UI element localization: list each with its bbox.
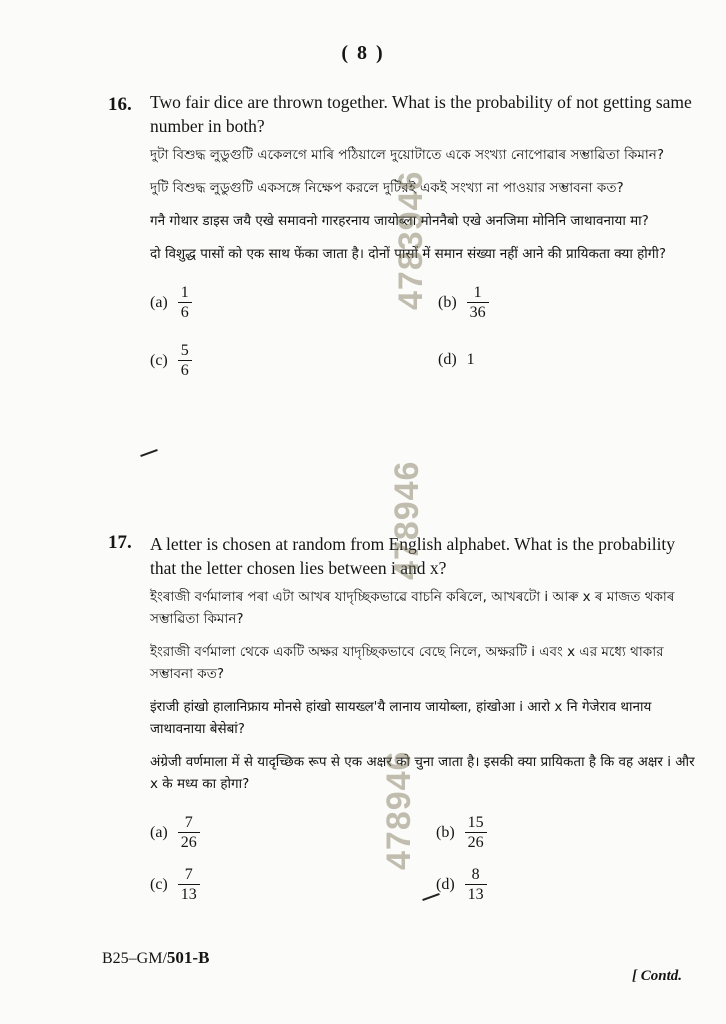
option-label: (c) — [150, 875, 168, 893]
fraction — [465, 865, 487, 904]
question-number: 17. — [108, 532, 132, 553]
numerator: 8 — [471, 866, 480, 883]
option-label: (b) — [436, 823, 455, 841]
option-c — [150, 865, 200, 904]
paper-code-bold: 501-B — [166, 948, 210, 967]
question-bodo: गनै गोथार डाइस जयै एखे समावनो गारहरनाय जायोब्ला मोननैबो एखे अनजिमा मोनिनि जाथावनाया मा? — [150, 213, 649, 229]
denominator: 13 — [178, 884, 200, 904]
option-label: (b) — [438, 293, 457, 311]
numerator: 1 — [180, 284, 189, 301]
option-a — [150, 813, 200, 852]
option-b — [436, 813, 487, 852]
option-label: (a) — [150, 823, 168, 841]
fraction — [178, 813, 200, 852]
continued-label: [ Contd. — [632, 968, 683, 984]
options — [150, 813, 698, 933]
numerator: 1 — [473, 284, 482, 301]
question-hindi: अंग्रेजी वर्णमाला में से यादृच्छिक रूप से एक अक्षर को चुना जाता है। इसकी क्या प्रायिकता है कि वह अक्षर i और x के मध्य का होगा? — [150, 754, 695, 792]
watermark: 478946 — [380, 750, 418, 870]
option-b — [438, 283, 489, 322]
option-d — [436, 865, 487, 904]
fraction — [178, 341, 192, 380]
option-label: (d) — [436, 875, 455, 893]
option-a — [150, 283, 192, 322]
question-number: 16. — [108, 94, 132, 115]
option-d — [438, 351, 475, 369]
denominator: 6 — [178, 302, 192, 322]
question-english: Two fair dice are thrown together. What is the probability of not getting same number in both? — [150, 92, 692, 136]
option-label: (a) — [150, 293, 168, 311]
option-label: (d) — [438, 351, 457, 368]
option-label: (c) — [150, 351, 168, 369]
fraction — [178, 865, 200, 904]
fraction — [467, 283, 489, 322]
fraction — [178, 283, 192, 322]
question-hindi: दो विशुद्ध पासों को एक साथ फेंका जाता है। दोनों पासों में समान संख्या नहीं आने की प्रायिकता क्या होगी? — [150, 246, 667, 262]
question-assamese: ইংৰাজী বৰ্ণমালাৰ পৰা এটা আখৰ যাদৃচ্ছিকভাৱে বাচনি কৰিলে, আখৰটো i আৰু x ৰ মাজত থকাৰ সম্ভাৱিতা কিমান? — [150, 589, 675, 627]
denominator: 36 — [467, 302, 489, 322]
denominator: 6 — [178, 360, 192, 380]
fraction — [465, 813, 487, 852]
watermark: 478946 — [388, 460, 426, 580]
paper-code — [102, 948, 209, 968]
question-bengali: ইংরাজী বর্ণমালা থেকে একটি অক্ষর যাদৃচ্ছিকভাবে বেছে নিলে, অক্ষরটি i এবং x এর মধ্যে থাকার সম্ভাবনা কত? — [150, 644, 664, 682]
numerator: 7 — [184, 814, 193, 831]
denominator: 13 — [465, 884, 487, 904]
numerator: 7 — [184, 866, 193, 883]
option-value: 1 — [466, 351, 475, 368]
paper-code-prefix: B25–GM/ — [102, 950, 167, 967]
question-17 — [108, 532, 698, 933]
denominator: 26 — [465, 832, 487, 852]
pen-mark — [140, 449, 158, 457]
denominator: 26 — [178, 832, 200, 852]
question-english: A letter is chosen at random from English alphabet. What is the probability that the letter chosen lies between i and x? — [150, 534, 676, 578]
question-assamese: দুটা বিশুদ্ধ লুডুগুটি একেলগে মাৰি পঠিয়ালে দুয়োটাতে একে সংখ্যা নোপোৱাৰ সম্ভাৱিতা কিমান? — [150, 147, 664, 163]
question-bengali: দুটি বিশুদ্ধ লুডুগুটি একসঙ্গে নিক্ষেপ করলে দুটিরই একই সংখ্যা না পাওয়ার সম্ভাবনা কত? — [150, 180, 624, 196]
option-c — [150, 341, 192, 380]
page-number: ( 8 ) — [341, 42, 385, 64]
numerator: 15 — [467, 814, 484, 831]
numerator: 5 — [180, 342, 189, 359]
question-bodo: इंराजी हांखो हालानिफ्राय मोनसे हांखो सायख्ल'यै लानाय जायोब्ला, हांखोआ i आरो x नि गेजेराव थानाय जाथावनाया बेसेबां? — [150, 699, 652, 737]
watermark: 4783946 — [392, 170, 430, 310]
